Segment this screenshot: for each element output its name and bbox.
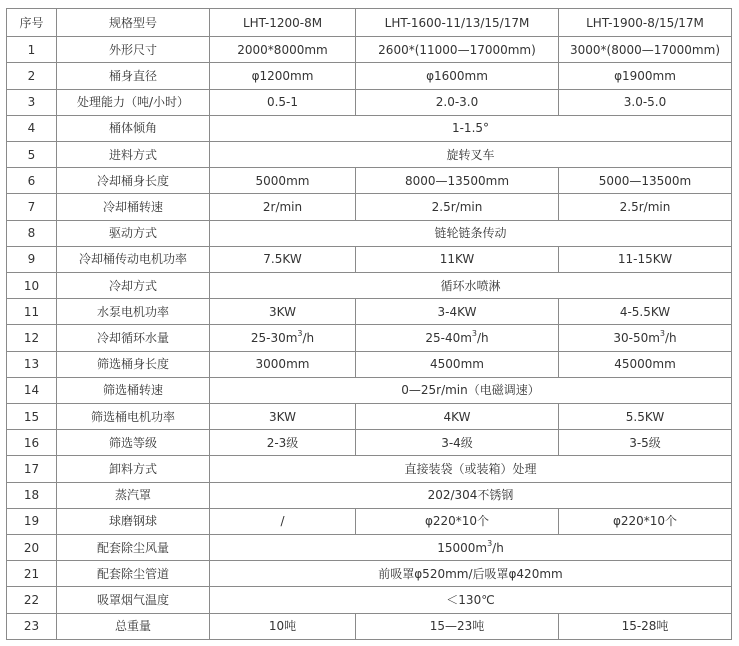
spec-value-model-1200: 10吨 <box>210 613 356 639</box>
spec-row <box>7 246 732 272</box>
value-text: 30-50m <box>613 331 660 346</box>
spec-value-model-1900: 11-15KW <box>559 246 732 272</box>
spec-value-model-1200: 2000*8000mm <box>210 37 356 63</box>
spec-value-model-1900: 15-28吨 <box>559 613 732 639</box>
spec-name: 外形尺寸 <box>57 37 210 63</box>
row-number: 18 <box>7 482 57 508</box>
spec-value-model-1600 <box>356 325 559 351</box>
spec-value-model-1200: 0.5-1 <box>210 89 356 115</box>
spec-name: 进料方式 <box>57 142 210 168</box>
row-number: 14 <box>7 377 57 403</box>
spec-value-model-1600: 11KW <box>356 246 559 272</box>
spec-name: 蒸汽罩 <box>57 482 210 508</box>
spec-row <box>7 273 732 299</box>
spec-value-model-1900: 4-5.5KW <box>559 299 732 325</box>
spec-value-model-1200: 3KW <box>210 299 356 325</box>
spec-name: 处理能力（吨/小时） <box>57 89 210 115</box>
row-number: 5 <box>7 142 57 168</box>
spec-value-merged: 前吸罩φ520mm/后吸罩φ420mm <box>210 561 732 587</box>
spec-row <box>7 220 732 246</box>
spec-name: 筛选等级 <box>57 430 210 456</box>
row-number: 12 <box>7 325 57 351</box>
row-number: 9 <box>7 246 57 272</box>
spec-name: 桶体倾角 <box>57 115 210 141</box>
spec-name: 冷却循环水量 <box>57 325 210 351</box>
value-text: 15000m <box>437 540 488 555</box>
spec-value-model-1900: 3.0-5.0 <box>559 89 732 115</box>
spec-value-model-1600: 3-4KW <box>356 299 559 325</box>
row-number: 22 <box>7 587 57 613</box>
row-number: 4 <box>7 115 57 141</box>
spec-value-model-1600: 4KW <box>356 404 559 430</box>
spec-row <box>7 89 732 115</box>
spec-table <box>6 8 732 640</box>
spec-value-model-1900: 3-5级 <box>559 430 732 456</box>
spec-row <box>7 37 732 63</box>
unit-suffix: /h <box>302 331 315 346</box>
spec-name: 卸料方式 <box>57 456 210 482</box>
row-number: 11 <box>7 299 57 325</box>
value-text: 25-40m <box>425 331 472 346</box>
spec-value-merged: 1-1.5° <box>210 115 732 141</box>
spec-name: 筛选桶电机功率 <box>57 404 210 430</box>
spec-name: 筛选桶转速 <box>57 377 210 403</box>
spec-value-model-1600: 8000—13500mm <box>356 168 559 194</box>
spec-row <box>7 351 732 377</box>
spec-row <box>7 430 732 456</box>
spec-value-merged: 循环水喷淋 <box>210 273 732 299</box>
spec-value-model-1900: 45000mm <box>559 351 732 377</box>
spec-value-model-1600: 2.0-3.0 <box>356 89 559 115</box>
spec-name: 球磨钢球 <box>57 508 210 534</box>
row-number: 13 <box>7 351 57 377</box>
row-number: 8 <box>7 220 57 246</box>
spec-value-model-1900: 5.5KW <box>559 404 732 430</box>
spec-row <box>7 63 732 89</box>
spec-value-model-1600: φ1600mm <box>356 63 559 89</box>
unit-superscript: 3 <box>659 329 665 339</box>
spec-value-model-1600: 15—23吨 <box>356 613 559 639</box>
spec-value-merged: 202/304不锈钢 <box>210 482 732 508</box>
spec-name: 配套除尘风量 <box>57 535 210 561</box>
spec-value-model-1600: 3-4级 <box>356 430 559 456</box>
row-number: 2 <box>7 63 57 89</box>
spec-value-model-1200: 2r/min <box>210 194 356 220</box>
spec-value-model-1600: 2600*(11000—17000mm) <box>356 37 559 63</box>
spec-value-merged: 旋转叉车 <box>210 142 732 168</box>
row-number: 16 <box>7 430 57 456</box>
spec-value-merged: ＜130℃ <box>210 587 732 613</box>
unit-superscript: 3 <box>297 329 303 339</box>
spec-name: 吸罩烟气温度 <box>57 587 210 613</box>
spec-value-merged: 0—25r/min（电磁调速） <box>210 377 732 403</box>
spec-value-model-1200: / <box>210 508 356 534</box>
spec-name: 冷却桶身长度 <box>57 168 210 194</box>
spec-value-model-1200: 3000mm <box>210 351 356 377</box>
header-row <box>7 9 732 37</box>
row-number: 17 <box>7 456 57 482</box>
unit-superscript: 3 <box>471 329 477 339</box>
spec-row <box>7 168 732 194</box>
spec-row <box>7 587 732 613</box>
row-number: 7 <box>7 194 57 220</box>
spec-row <box>7 404 732 430</box>
spec-value-merged <box>210 535 732 561</box>
spec-value-model-1900: 5000—13500m <box>559 168 732 194</box>
spec-value-model-1200: 5000mm <box>210 168 356 194</box>
value-text: 25-30m <box>250 331 298 346</box>
spec-row <box>7 613 732 639</box>
spec-row <box>7 325 732 351</box>
spec-row <box>7 377 732 403</box>
row-number: 1 <box>7 37 57 63</box>
header-cell-model-1200: LHT-1200-8M <box>210 9 356 37</box>
spec-value-model-1200: 7.5KW <box>210 246 356 272</box>
row-number: 10 <box>7 273 57 299</box>
spec-value-model-1900 <box>559 325 732 351</box>
row-number: 6 <box>7 168 57 194</box>
spec-name: 筛选桶身长度 <box>57 351 210 377</box>
row-number: 23 <box>7 613 57 639</box>
spec-row <box>7 456 732 482</box>
spec-name: 配套除尘管道 <box>57 561 210 587</box>
spec-value-model-1900: φ1900mm <box>559 63 732 89</box>
spec-name: 冷却桶传动电机功率 <box>57 246 210 272</box>
spec-value-model-1900: 2.5r/min <box>559 194 732 220</box>
spec-value-model-1600: 4500mm <box>356 351 559 377</box>
spec-value-merged: 直接装袋（或装箱）处理 <box>210 456 732 482</box>
unit-suffix: /h <box>665 331 677 346</box>
row-number: 15 <box>7 404 57 430</box>
spec-value-model-1600: φ220*10个 <box>356 508 559 534</box>
row-number: 20 <box>7 535 57 561</box>
spec-row <box>7 561 732 587</box>
unit-superscript: 3 <box>487 538 493 548</box>
spec-row <box>7 299 732 325</box>
spec-row <box>7 194 732 220</box>
spec-name: 水泵电机功率 <box>57 299 210 325</box>
row-number: 21 <box>7 561 57 587</box>
spec-row <box>7 115 732 141</box>
row-number: 3 <box>7 89 57 115</box>
spec-row <box>7 508 732 534</box>
spec-table-body <box>7 9 732 640</box>
header-cell-model-1600: LHT-1600-11/13/15/17M <box>356 9 559 37</box>
spec-value-model-1900: φ220*10个 <box>559 508 732 534</box>
spec-value-model-1200: 3KW <box>210 404 356 430</box>
spec-value-model-1200 <box>210 325 356 351</box>
header-cell-spec: 规格型号 <box>57 9 210 37</box>
unit-suffix: /h <box>492 540 504 555</box>
spec-name: 桶身直径 <box>57 63 210 89</box>
header-cell-model-1900: LHT-1900-8/15/17M <box>559 9 732 37</box>
row-number: 19 <box>7 508 57 534</box>
spec-value-model-1200: 2-3级 <box>210 430 356 456</box>
header-cell-no: 序号 <box>7 9 57 37</box>
spec-name: 冷却桶转速 <box>57 194 210 220</box>
spec-name: 冷却方式 <box>57 273 210 299</box>
spec-value-model-1200: φ1200mm <box>210 63 356 89</box>
spec-value-model-1900: 3000*(8000—17000mm) <box>559 37 732 63</box>
spec-name: 总重量 <box>57 613 210 639</box>
spec-row <box>7 535 732 561</box>
spec-value-merged: 链轮链条传动 <box>210 220 732 246</box>
unit-suffix: /h <box>477 331 489 346</box>
spec-value-model-1600: 2.5r/min <box>356 194 559 220</box>
spec-row <box>7 142 732 168</box>
spec-name: 驱动方式 <box>57 220 210 246</box>
spec-row <box>7 482 732 508</box>
